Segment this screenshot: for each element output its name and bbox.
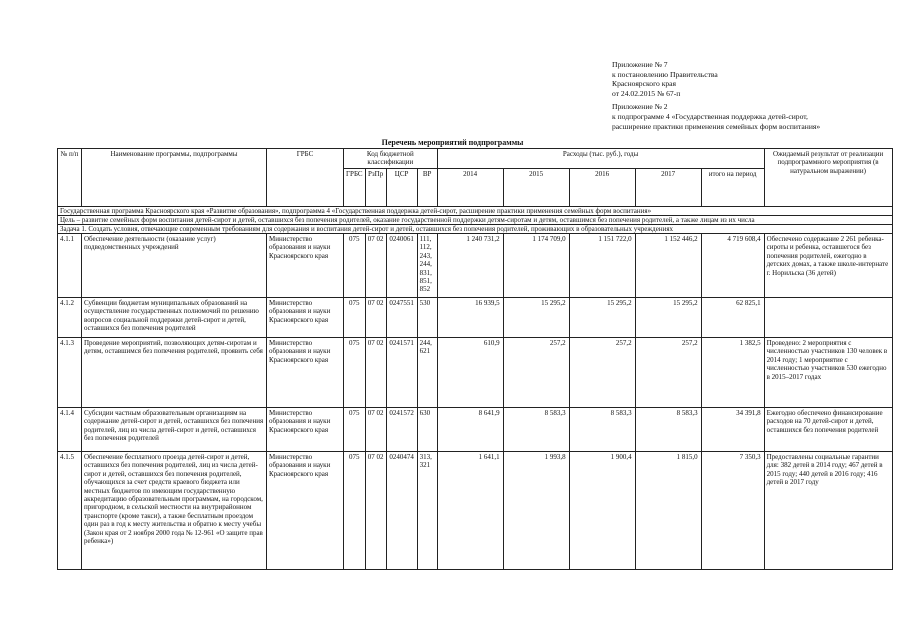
col-grbs: ГРБС [267, 149, 344, 207]
row-code: 075 [344, 298, 366, 338]
row-2017: 15 295,2 [635, 298, 701, 338]
col-csr: ЦСР [386, 169, 417, 207]
row-total: 34 391,8 [701, 408, 764, 452]
page-title: Перечень мероприятий подпрограммы [381, 138, 524, 147]
goal-row: Цель – развитие семейных форм воспитания детей-сирот и детей, оставшихся без попечения родителей, оказание государственной поддержки детям-сиротам и детям, оставшимся без попечения родителей, а также лицам из их числа [58, 216, 893, 225]
col-rzpr: РзПр [365, 169, 386, 207]
row-total: 7 350,3 [701, 452, 764, 570]
row-2015: 257,2 [503, 338, 569, 408]
row-num: 4.1.2 [58, 298, 82, 338]
row-name: Субсидии частным образовательным организациям на содержание детей-сирот и детей, оставшихся без попечения родителей, лиц из числа детей-сирот и детей, оставшихся без попечения родителей [82, 408, 267, 452]
row-csr: 0240061 [386, 234, 417, 298]
row-name: Обеспечение деятельности (оказание услуг) подведомственных учреждений [82, 234, 267, 298]
appendix-2-label: Приложение № 2 [612, 102, 668, 112]
col-result: Ожидаемый результат от реализации подпрограммного мероприятия (в натуральном выражении) [764, 149, 892, 207]
row-total: 4 719 608,4 [701, 234, 764, 298]
row-result: Ежегодно обеспечено финансирование расходов на 70 детей-сирот и детей, оставшихся без попечения родителей [764, 408, 892, 452]
row-name: Обеспечение бесплатного проезда детей-сирот и детей, оставшихся без попечения родителей, лиц из числа детей-сирот и детей, оставшихся без попечения родителей, обучающихся за счет средств краевого бюджета или местных бюджетов по имеющим государственную аккредитацию образовательным программам, на городском, пригородном, в сельской местности на внутрирайонном транспорте (кроме такси), а также бесплатным проездом один раз в год к месту жительства и обратно к месту учебы (Закон края от 2 ноября 2000 года № 12-961 «О защите прав ребенка») [82, 452, 267, 570]
document-header [612, 60, 902, 131]
row-num: 4.1.4 [58, 408, 82, 452]
row-2015: 15 295,2 [503, 298, 569, 338]
row-vr: 530 [417, 298, 437, 338]
row-csr: 0240474 [386, 452, 417, 570]
row-code: 075 [344, 338, 366, 408]
row-2014: 610,9 [437, 338, 503, 408]
row-2017: 1 152 446,2 [635, 234, 701, 298]
col-total: итого на период [701, 169, 764, 207]
row-rzpr: 07 02 [365, 408, 386, 452]
row-2016: 8 583,3 [569, 408, 635, 452]
row-2014: 16 939,5 [437, 298, 503, 338]
program-row: Государственная программа Красноярского края «Развитие образования», подпрограмма 4 «Государственная поддержка детей-сирот, расширение практики применения семейных форм воспитания» [58, 207, 893, 216]
table-row [58, 452, 893, 570]
row-2014: 8 641,9 [437, 408, 503, 452]
row-rzpr: 07 02 [365, 452, 386, 570]
row-2014: 1 240 731,2 [437, 234, 503, 298]
activities-table [57, 148, 893, 570]
row-total: 62 825,1 [701, 298, 764, 338]
row-num: 4.1.5 [58, 452, 82, 570]
row-grbs: Министерство образования и науки Красноярского края [267, 338, 344, 408]
table-row [58, 338, 893, 408]
subprogram-label: к подпрограмме 4 «Государственная поддержка детей-сирот, [612, 111, 808, 121]
row-vr: 630 [417, 408, 437, 452]
table-row [58, 408, 893, 452]
resolution-label: к постановлению Правительства [612, 69, 718, 79]
row-grbs: Министерство образования и науки Красноярского края [267, 234, 344, 298]
row-csr: 0241571 [386, 338, 417, 408]
row-vr: 244, 621 [417, 338, 437, 408]
row-2016: 15 295,2 [569, 298, 635, 338]
row-csr: 0247551 [386, 298, 417, 338]
col-num: № п/п [58, 149, 82, 207]
appendix-7-label: Приложение № 7 [612, 60, 668, 69]
row-2014: 1 641,1 [437, 452, 503, 570]
row-vr: 111, 112, 243, 244, 831, 851, 852 [417, 234, 437, 298]
row-2015: 8 583,3 [503, 408, 569, 452]
row-code: 075 [344, 452, 366, 570]
row-name: Проведение мероприятий, позволяющих детям-сиротам и детям, оставшимся без попечения родителей, проявить себя [82, 338, 267, 408]
row-total: 1 382,5 [701, 338, 764, 408]
row-2017: 8 583,3 [635, 408, 701, 452]
row-grbs: Министерство образования и науки Красноярского края [267, 408, 344, 452]
row-2016: 257,2 [569, 338, 635, 408]
row-vr: 313, 321 [417, 452, 437, 570]
row-2017: 257,2 [635, 338, 701, 408]
row-rzpr: 07 02 [365, 298, 386, 338]
row-2015: 1 993,8 [503, 452, 569, 570]
row-rzpr: 07 02 [365, 338, 386, 408]
col-expenses: Расходы (тыс. руб.), годы [437, 149, 764, 169]
row-code: 075 [344, 408, 366, 452]
row-num: 4.1.3 [58, 338, 82, 408]
table-row [58, 298, 893, 338]
row-grbs: Министерство образования и науки Красноярского края [267, 298, 344, 338]
col-2015: 2015 [503, 169, 569, 207]
task-row: Задача 1. Создать условия, отвечающие современным требованиям для содержания и воспитания детей-сирот и детей, оставшихся без попечения родителей, проживающих в образовательных учреждениях [58, 225, 893, 234]
col-2016: 2016 [569, 169, 635, 207]
row-rzpr: 07 02 [365, 234, 386, 298]
col-vr: ВР [417, 169, 437, 207]
row-name: Субвенции бюджетам муниципальных образований на осуществление государственных полномочий по решению вопросов социальной поддержки детей-сирот и детей, оставшихся без попечения родителей [82, 298, 267, 338]
row-result [764, 298, 892, 338]
col-2017: 2017 [635, 169, 701, 207]
col-grbs-code: ГРБС [344, 169, 366, 207]
row-2016: 1 151 722,0 [569, 234, 635, 298]
resolution-date: от 24.02.2015 № 67-п [612, 88, 681, 98]
row-result: Обеспечено содержание 2 261 ребенка-сироты и ребенка, оставшегося без попечения родителей, ежегодно в детских домах, а также школе-интернате г. Норильска (36 детей) [764, 234, 892, 298]
row-num: 4.1.1 [58, 234, 82, 298]
row-2017: 1 815,0 [635, 452, 701, 570]
row-result: Предоставлены социальные гарантии для: 382 детей в 2014 году; 467 детей в 2015 году; 440 детей в 2016 году; 416 детей в 2017 году [764, 452, 892, 570]
row-result: Проведено: 2 мероприятия с численностью участников 130 человек в 2014 году; 1 мероприятие с численностью участников 530 ежегодно в 2015–2017 годах [764, 338, 892, 408]
col-budget-code: Код бюджетной классификации [344, 149, 438, 169]
row-2016: 1 900,4 [569, 452, 635, 570]
row-code: 075 [344, 234, 366, 298]
col-name: Наименование программы, подпрограммы [82, 149, 267, 207]
row-2015: 1 174 709,0 [503, 234, 569, 298]
table-row [58, 234, 893, 298]
col-2014: 2014 [437, 169, 503, 207]
row-grbs: Министерство образования и науки Красноярского края [267, 452, 344, 570]
row-csr: 0241572 [386, 408, 417, 452]
subprogram-label-cont: расширение практики применения семейных форм воспитания» [612, 121, 821, 131]
region-label: Красноярского края [612, 79, 677, 89]
